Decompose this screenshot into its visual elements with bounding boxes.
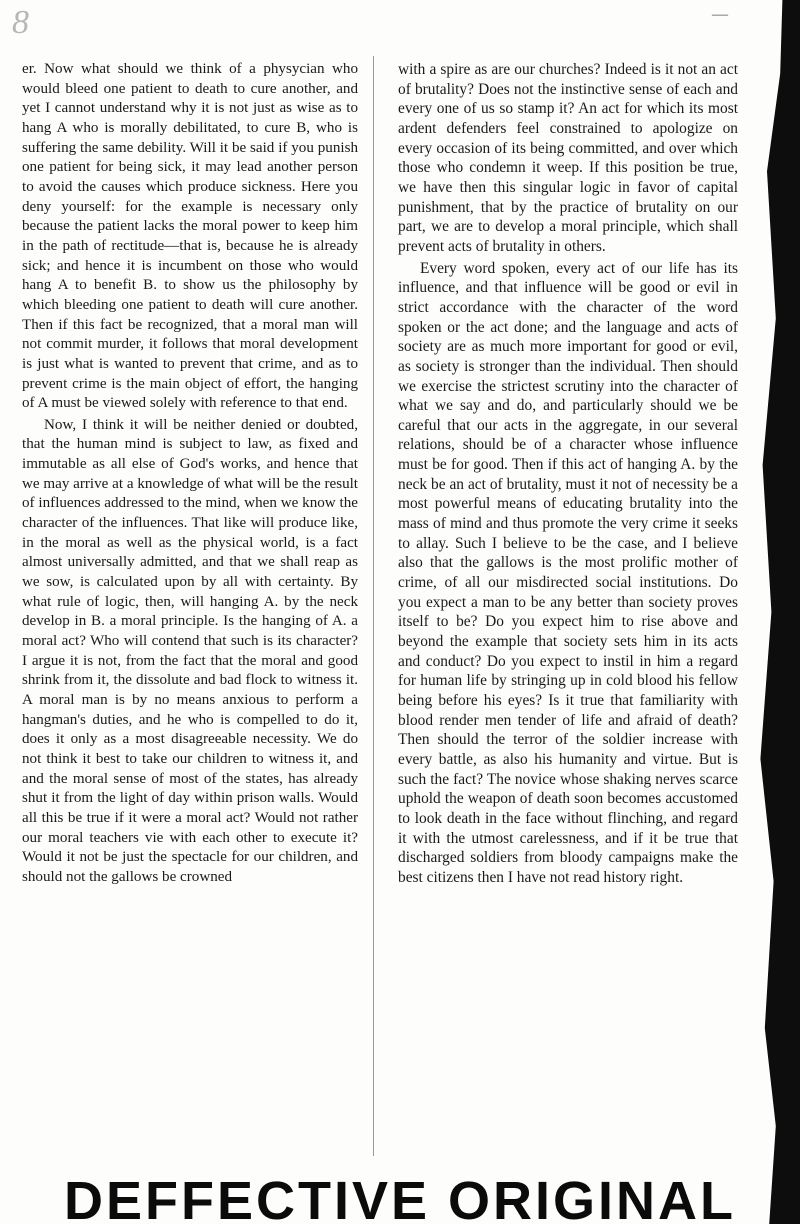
- left-column: [22, 60, 358, 888]
- column-divider: [373, 56, 374, 1156]
- right-column: [398, 60, 738, 888]
- left-paragraph-2: Now, I think it will be neither denied or doubted, that the human mind is subject to law, as fixed and immutable as all else of God's works, and hence that we may arrive at a knowledge of what will be the result of influences addressed to the mind, when we know the character of the influences. That like will produce like, in the moral as well as the physical world, is a fact almost universally admitted, and that we shall reap as we sow, is calculated upon by all with certainty. By what rule of logic, then, will hanging A. by the neck develop in B. a moral principle. Is the hanging of A. a moral act? Who will contend that such is its character? I argue it is not, from the fact that the moral and good shrink from it, the dissolute and bad flock to witness it. A moral man is by no means anxious to perform a hangman's duties, and he who is compelled to do it, does it only as a most disagreeable necessity. We do not think it best to take our children to witness it, and and the moral sense of most of the states, has already shut it from the light of day within prison walls. Would all this be true if it were a moral act? Would not rather our moral teachers vie with each other to execute it? Would it not be just the spectacle for our children, and should not the gallows be crowned: [22, 416, 358, 885]
- corner-note: —: [712, 6, 729, 23]
- left-paragraph-1: er. Now what should we think of a physycian who would bleed one patient to death to cure another, and yet I cannot understand why it is not just as wise as to hang A who is morally debilitated, to cure B, who is suffering the same debility. Will it be said if you punish one patient for being sick, it may lead another person to avoid the causes which produce sickness. Here you deny yourself: for the example is necessary only because the patient lacks the moral power to keep him in the path of rectitude—that is, because he is already sick; and hence it is incumbent on those who would hang A to benefit B. to show us the philosophy by which bleeding one patient to death will cure another. Then if this fact be recognized, that a moral man will not commit murder, it follows that moral development is just what is wanted to prevent that crime, and as to prevent crime is the main object of effort, the hanging of A must be viewed solely with reference to that end.: [22, 61, 358, 412]
- defective-original-banner: DEFFECTIVE ORIGINAL: [63, 1171, 736, 1224]
- page-number-mark: 8: [12, 4, 29, 41]
- torn-page-edge: [756, 0, 800, 1224]
- right-paragraph-2: Every word spoken, every act of our life has its influence, and that influence will be good or evil in strict accordance with the character of the word spoken or the act done; and the language and acts of society are as much more important for good or evil, as society is stronger than the individual. Then should we exercise the strictest scrutiny into the character of what we say and do, and particularly should we be careful that our acts in the aggregate, in our several relations, should be of a character whose influence must be for good. Then if this act of hanging A. by the neck be an act of brutality, must it not of necessity be a most powerful means of educating brutality into the mass of mind and thus promote the very crime it seeks to allay. Such I believe to be the case, and I believe also that the gallows is the most prolific mother of crime, of all our misdirected social institutions. Do you expect a man to be any better than society proves itself to be? Do you expect him to rise above and beyond the example that society sets him in its acts and conduct? Do you expect to instil in him a regard for human life by stringing up in cold blood his fellow being before his eyes? Is it true that familiarity with blood render men tender of life and afraid of death? Then should the terror of the soldier increase with every battle, as also his humanity and virtue. But is such the fact? The novice whose shaking nerves scarce uphold the weapon of death soon becomes accustomed to look death in the face without flinching, and regard it with the utmost carelessness, and if it be true that discharged soldiers from bloody campaigns make the best citizens then I have not read history right.: [398, 259, 738, 886]
- right-paragraph-1: with a spire as are our churches? Indeed is it not an act of brutality? Does not the instinctive sense of each and every one of us so stamp it? An act for which its most ardent defenders feel constrained to apologize on every occasion of its being committed, and over which those who condemn it weep. If this position be true, we have then this singular logic in favor of capital punishment, that by the practice of brutality on our part, we are to develop a moral principle, which shall prevent acts of brutality in others.: [398, 61, 738, 255]
